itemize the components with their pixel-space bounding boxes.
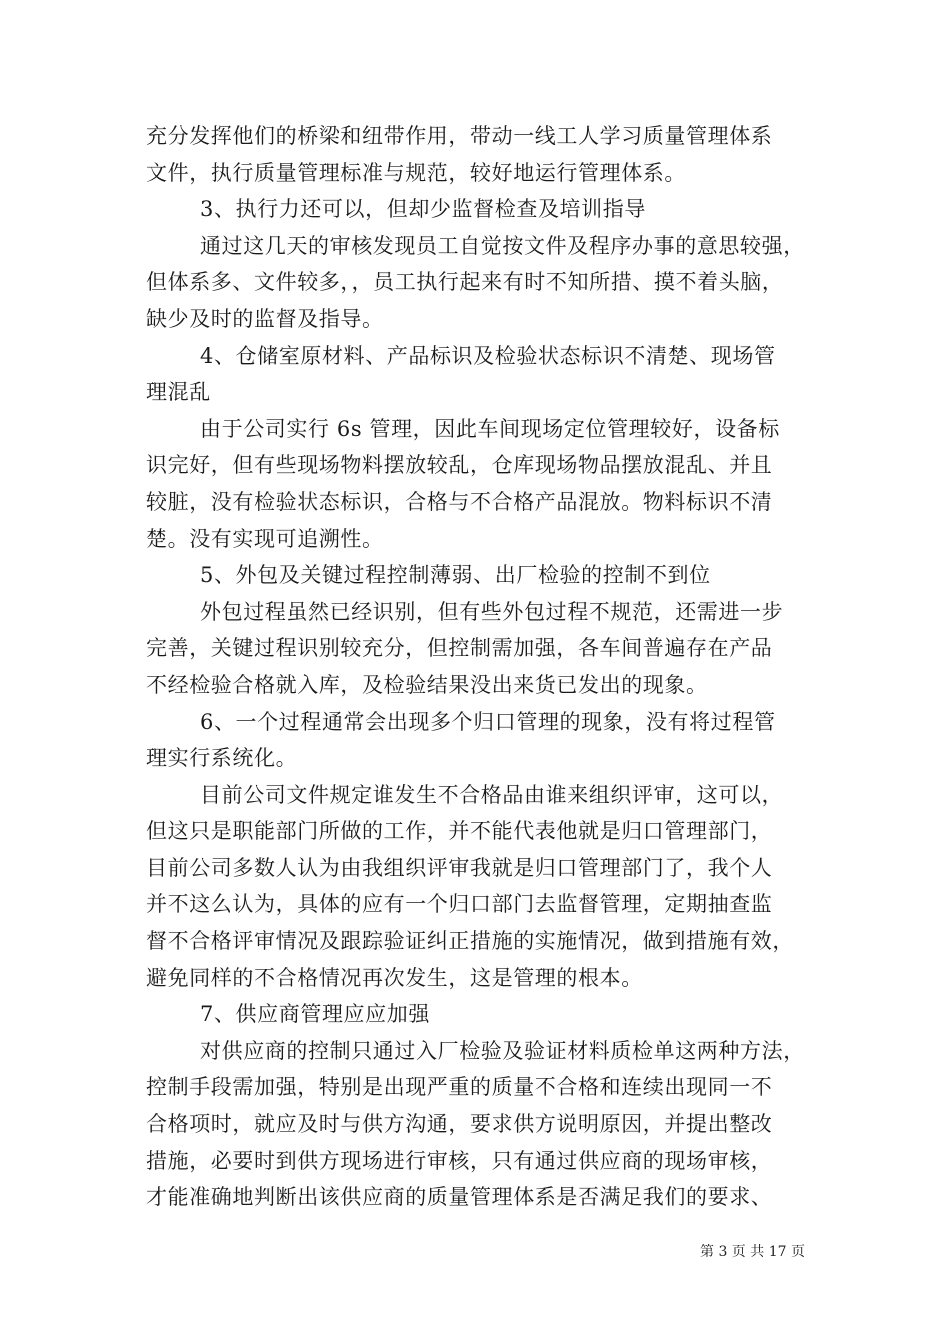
body-line: 并不这么认为，具体的应有一个归口部门去监督管理，定期抽查监 — [146, 892, 773, 917]
body-line: 合格项时，就应及时与供方沟通，要求供方说明原因，并提出整改 — [146, 1112, 773, 1137]
section-heading-4: 4、仓储室原材料、产品标识及检验状态标识不清楚、现场管 — [200, 343, 776, 368]
section-heading-4-cont: 理混乱 — [146, 380, 211, 405]
section-heading-6: 6、一个过程通常会出现多个归口管理的现象，没有将过程管 — [200, 709, 776, 734]
section-heading-5: 5、外包及关键过程控制薄弱、出厂检验的控制不到位 — [200, 563, 711, 588]
section-heading-6-cont: 理实行系统化。 — [146, 746, 298, 771]
body-line: 外包过程虽然已经识别，但有些外包过程不规范，还需进一步 — [200, 599, 784, 624]
document-body — [146, 118, 816, 1216]
body-line: 但体系多、文件较多，，员工执行起来有时不知所措、摸不着头脑， — [146, 270, 784, 295]
body-line: 较脏，没有检验状态标识，合格与不合格产品混放。物料标识不清 — [146, 489, 773, 514]
body-line: 督不合格评审情况及跟踪验证纠正措施的实施情况，做到措施有效， — [146, 929, 794, 954]
body-line: 充分发挥他们的桥梁和纽带作用，带动一线工人学习质量管理体系 — [146, 124, 773, 148]
section-heading-3: 3、执行力还可以，但却少监督检查及培训指导 — [200, 197, 646, 222]
body-line: 完善，关键过程识别较充分，但控制需加强，各车间普遍存在产品 — [146, 636, 773, 661]
section-heading-7: 7、供应商管理应应加强 — [200, 1002, 430, 1027]
page-number-footer: 第 3 页 共 17 页 — [700, 1244, 805, 1260]
body-line: 措施，必要时到供方现场进行审核，只有通过供应商的现场审核， — [146, 1148, 773, 1173]
body-line: 缺少及时的监督及指导。 — [146, 306, 384, 331]
body-line: 识完好，但有些现场物料摆放较乱，仓库现场物品摆放混乱、并且 — [146, 453, 773, 478]
body-line: 目前公司文件规定谁发生不合格品由谁来组织评审，这可以， — [200, 782, 784, 807]
body-line: 控制手段需加强，特别是出现严重的质量不合格和连续出现同一不 — [146, 1075, 773, 1100]
body-line: 通过这几天的审核发现员工自觉按文件及程序办事的意思较强， — [200, 233, 805, 258]
body-line: 文件，执行质量管理标准与规范，较好地运行管理体系。 — [146, 160, 686, 185]
body-line: 避免同样的不合格情况再次发生，这是管理的根本。 — [146, 965, 643, 990]
body-line: 但这只是职能部门所做的工作，并不能代表他就是归口管理部门， — [146, 819, 773, 844]
body-line: 由于公司实行 6s 管理，因此车间现场定位管理较好，设备标 — [200, 416, 780, 441]
body-line: 才能准确地判断出该供应商的质量管理体系是否满足我们的要求、 — [146, 1185, 773, 1210]
body-line: 楚。没有实现可追溯性。 — [146, 526, 384, 551]
body-line: 目前公司多数人认为由我组织评审我就是归口管理部门了，我个人 — [146, 855, 773, 880]
body-line: 不经检验合格就入库，及检验结果没出来货已发出的现象。 — [146, 672, 708, 697]
body-line: 对供应商的控制只通过入厂检验及验证材料质检单这两种方法， — [200, 1038, 805, 1063]
